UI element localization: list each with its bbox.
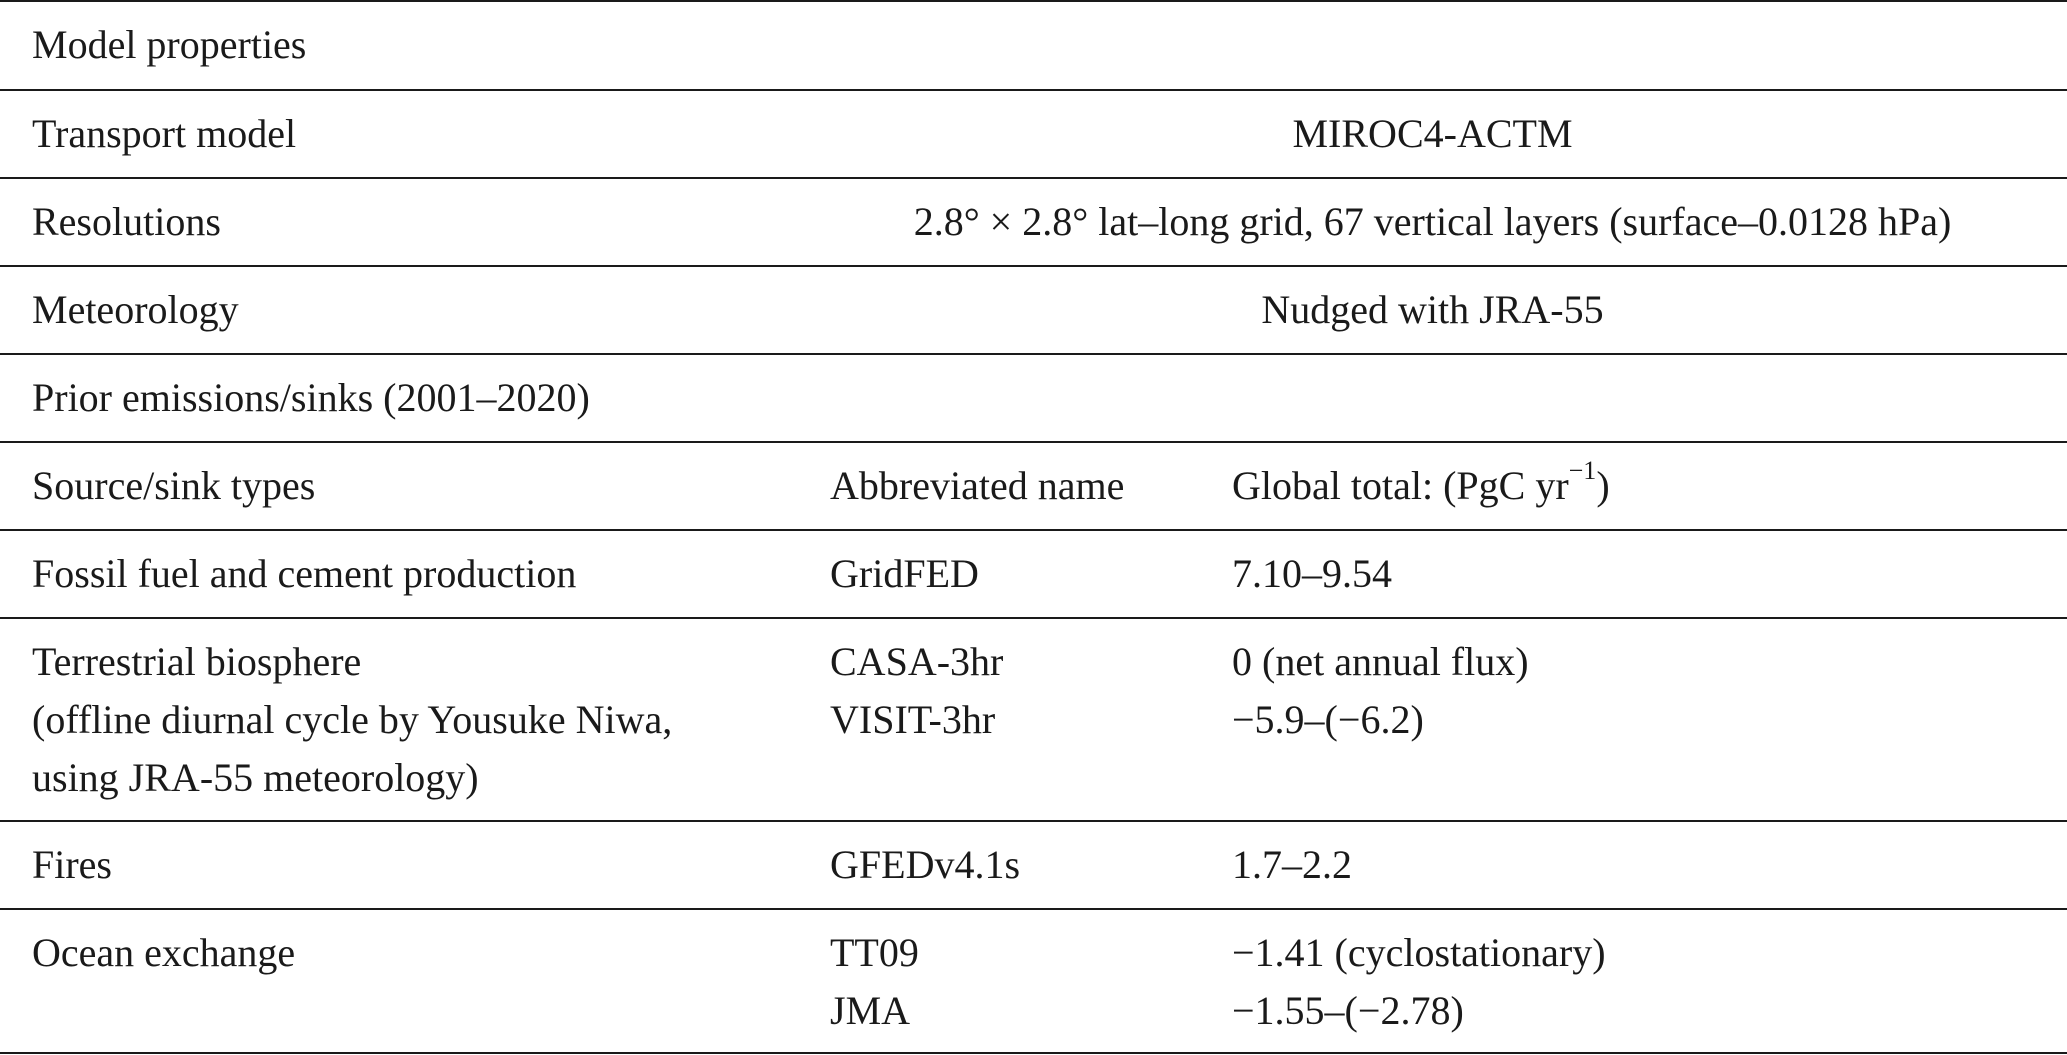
table-row-ocean-exchange xyxy=(0,908,2067,1054)
table-row-fires xyxy=(0,820,2067,908)
row-abbr: GFEDv4.1s xyxy=(830,842,1021,887)
row-abbr-line: VISIT-3hr xyxy=(830,697,996,742)
row-label: Resolutions xyxy=(32,199,221,244)
row-value: Nudged with JRA-55 xyxy=(1261,287,1604,332)
table-row-resolutions xyxy=(0,177,2067,265)
row-total-line: −5.9–(−6.2) xyxy=(1232,697,1424,742)
row-abbr xyxy=(830,910,919,1040)
row-label-line: using JRA-55 meteorology) xyxy=(32,755,479,800)
row-abbr xyxy=(830,619,1003,749)
row-label-line: Terrestrial biosphere xyxy=(32,639,362,684)
row-total xyxy=(1232,910,1606,1040)
row-abbr-line: TT09 xyxy=(830,930,919,975)
row-label xyxy=(32,619,672,807)
row-total-line: 0 (net annual flux) xyxy=(1232,639,1529,684)
row-total: 7.10–9.54 xyxy=(1232,551,1392,596)
column-header-source-sink: Source/sink types xyxy=(32,463,316,508)
row-total xyxy=(1232,619,1529,749)
column-header-global-total xyxy=(1232,443,1610,515)
section-title-prior-emissions: Prior emissions/sinks (2001–2020) xyxy=(32,375,590,420)
table-row-meteorology xyxy=(0,265,2067,353)
section-row-model-properties xyxy=(0,0,2067,89)
global-total-label: Global total: (PgC yr xyxy=(1232,463,1569,508)
section-row-prior-emissions xyxy=(0,353,2067,441)
row-value: 2.8° × 2.8° lat–long grid, 67 vertical layers (surface–0.0128 hPa) xyxy=(913,199,1952,244)
row-total-line: −1.41 (cyclostationary) xyxy=(1232,930,1606,975)
row-value: MIROC4-ACTM xyxy=(1292,111,1573,156)
table-header-row xyxy=(0,441,2067,529)
row-label: Meteorology xyxy=(32,287,239,332)
row-label: Transport model xyxy=(32,111,297,156)
column-header-abbreviated-name: Abbreviated name xyxy=(830,463,1125,508)
section-title-model-properties: Model properties xyxy=(32,22,307,67)
table-row-terrestrial-biosphere xyxy=(0,617,2067,820)
row-abbr-line: CASA-3hr xyxy=(830,639,1004,684)
row-abbr: GridFED xyxy=(830,551,979,596)
row-label: Fires xyxy=(32,842,112,887)
unit-exponent: −1 xyxy=(1568,455,1597,485)
global-total-close: ) xyxy=(1596,463,1610,508)
row-label: Fossil fuel and cement production xyxy=(32,551,577,596)
row-total: 1.7–2.2 xyxy=(1232,842,1352,887)
table-row-fossil-fuel xyxy=(0,529,2067,617)
table-row-transport-model xyxy=(0,89,2067,177)
row-label: Ocean exchange xyxy=(32,930,296,975)
row-abbr-line: JMA xyxy=(830,988,911,1033)
row-total-line: −1.55–(−2.78) xyxy=(1232,988,1464,1033)
row-label-line: (offline diurnal cycle by Yousuke Niwa, xyxy=(32,697,673,742)
